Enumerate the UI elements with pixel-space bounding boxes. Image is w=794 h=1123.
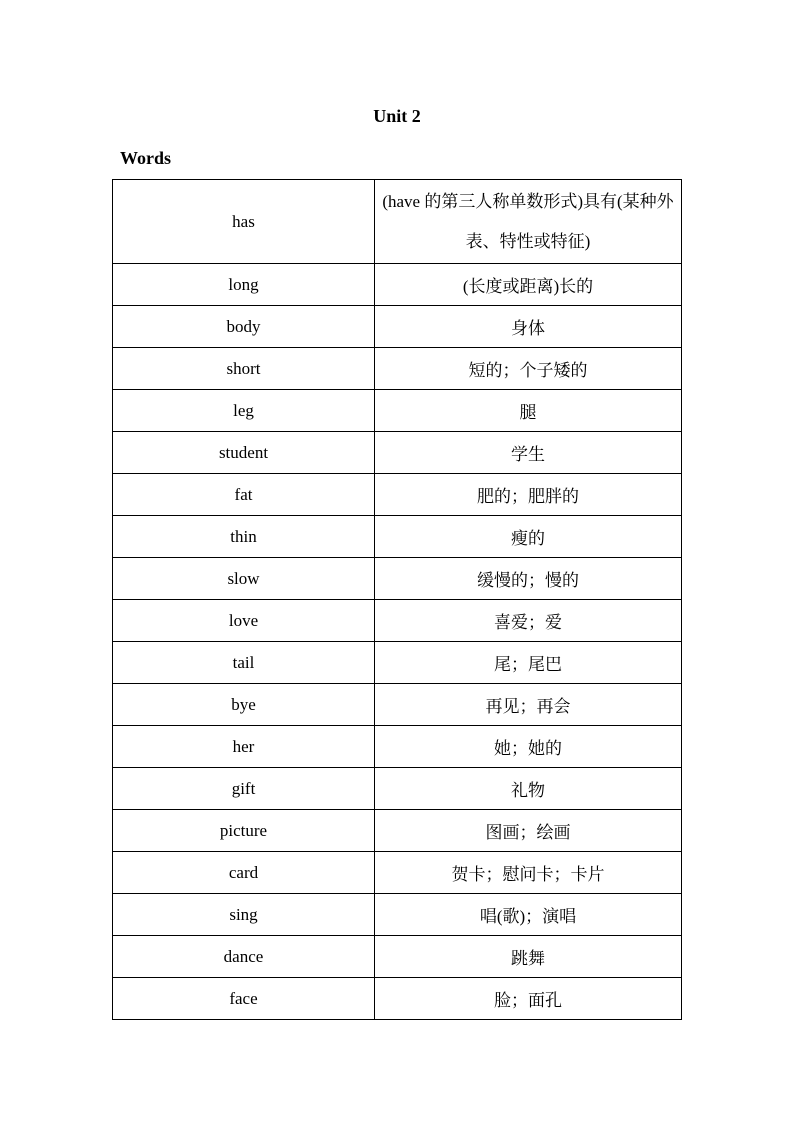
table-row [113, 684, 682, 726]
table-row [113, 726, 682, 768]
word-cell: sing [113, 894, 375, 936]
meaning-cell: 腿 [375, 390, 682, 432]
word-cell: card [113, 852, 375, 894]
table-row [113, 558, 682, 600]
table-row [113, 768, 682, 810]
word-cell: bye [113, 684, 375, 726]
meaning-cell: 缓慢的；慢的 [375, 558, 682, 600]
word-cell: body [113, 306, 375, 348]
meaning-cell: 图画；绘画 [375, 810, 682, 852]
table-row [113, 390, 682, 432]
word-cell: picture [113, 810, 375, 852]
meaning-cell: 唱(歌)；演唱 [375, 894, 682, 936]
meaning-cell: (长度或距离)长的 [375, 264, 682, 306]
word-cell: long [113, 264, 375, 306]
word-cell: has [113, 180, 375, 264]
section-heading: Words [120, 148, 172, 168]
word-cell: dance [113, 936, 375, 978]
meaning-cell: 再见；再会 [375, 684, 682, 726]
word-cell: tail [113, 642, 375, 684]
table-row [113, 474, 682, 516]
table-row [113, 600, 682, 642]
table-row [113, 978, 682, 1020]
word-cell: short [113, 348, 375, 390]
page-title: Unit 2 [373, 106, 421, 126]
table-row [113, 936, 682, 978]
word-cell: face [113, 978, 375, 1020]
table-row [113, 432, 682, 474]
table-row [113, 264, 682, 306]
meaning-cell: 她；她的 [375, 726, 682, 768]
meaning-cell: 礼物 [375, 768, 682, 810]
word-cell: slow [113, 558, 375, 600]
table-row [113, 516, 682, 558]
word-cell: gift [113, 768, 375, 810]
meaning-cell: 贺卡；慰问卡；卡片 [375, 852, 682, 894]
meaning-cell: 肥的；肥胖的 [375, 474, 682, 516]
word-cell: love [113, 600, 375, 642]
table-row [113, 642, 682, 684]
meaning-cell: 脸；面孔 [375, 978, 682, 1020]
meaning-cell: 瘦的 [375, 516, 682, 558]
word-cell: leg [113, 390, 375, 432]
meaning-cell: (have 的第三人称单数形式)具有(某种外表、特性或特征) [375, 180, 682, 264]
table-row [113, 306, 682, 348]
meaning-cell: 跳舞 [375, 936, 682, 978]
table-row [113, 348, 682, 390]
word-cell: student [113, 432, 375, 474]
word-cell: fat [113, 474, 375, 516]
meaning-cell: 尾；尾巴 [375, 642, 682, 684]
table-row [113, 852, 682, 894]
meaning-cell: 身体 [375, 306, 682, 348]
meaning-cell: 学生 [375, 432, 682, 474]
vocabulary-table [112, 179, 682, 1020]
word-cell: her [113, 726, 375, 768]
meaning-cell: 短的；个子矮的 [375, 348, 682, 390]
table-row [113, 894, 682, 936]
word-cell: thin [113, 516, 375, 558]
table-row [113, 810, 682, 852]
meaning-cell: 喜爱；爱 [375, 600, 682, 642]
table-row [113, 180, 682, 264]
